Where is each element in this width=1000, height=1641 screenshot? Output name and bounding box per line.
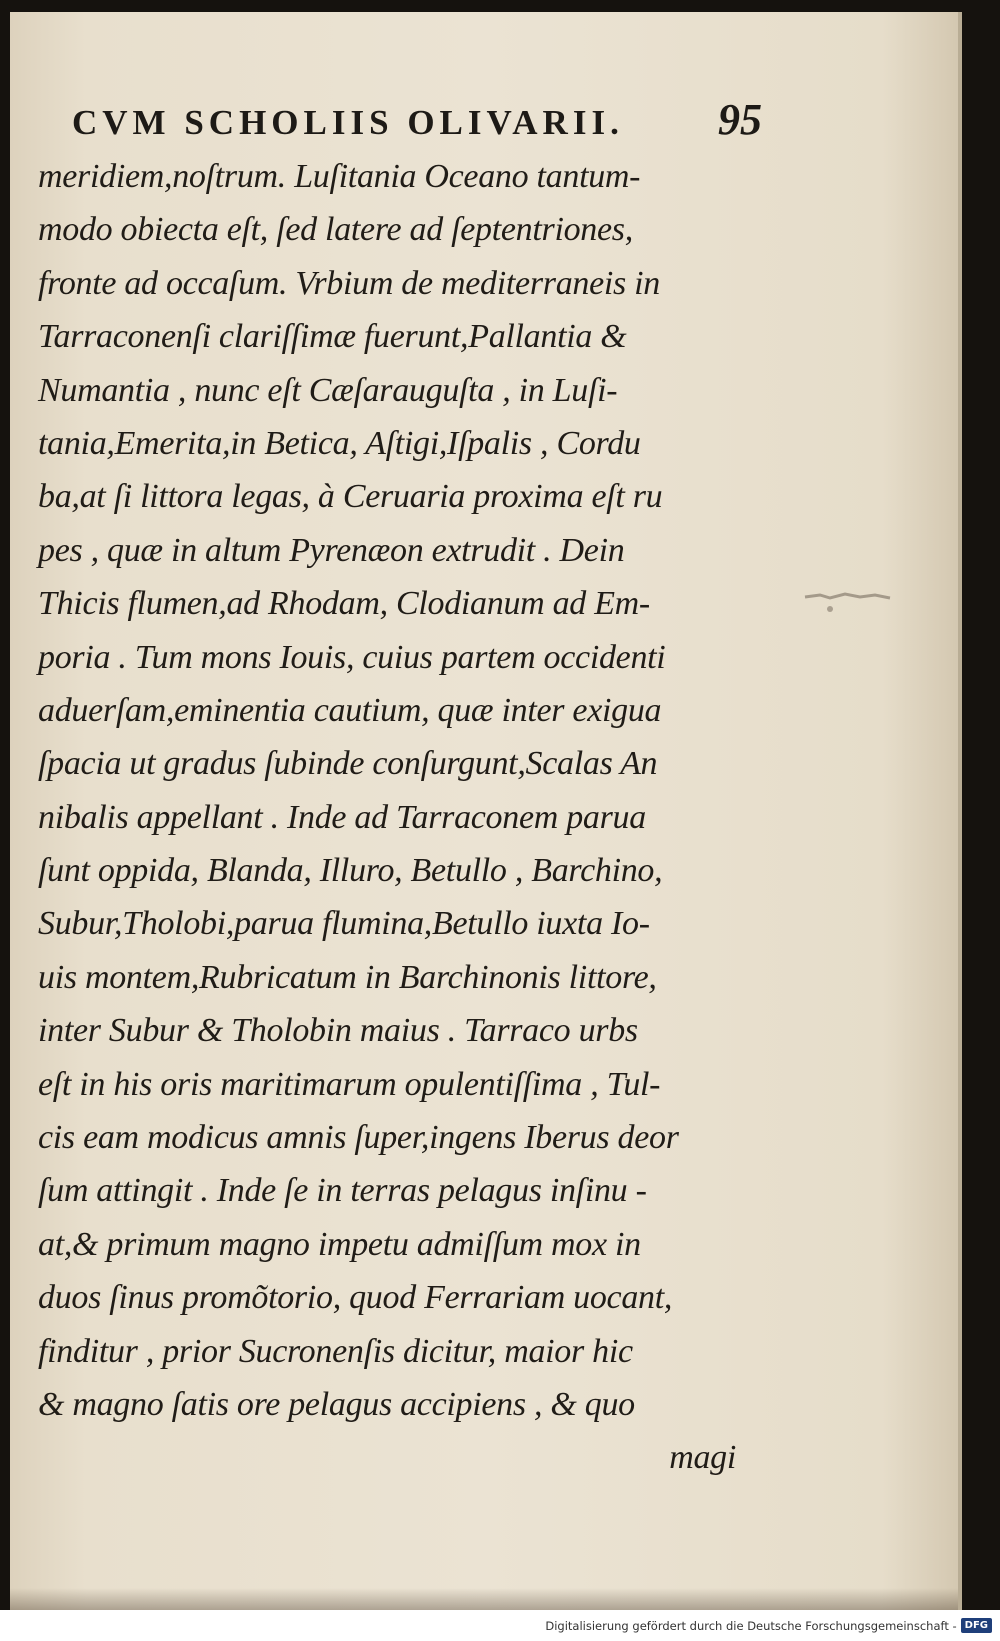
text-line: ſpacia ut gradus ſubinde conſurgunt,Scalas An <box>38 745 658 783</box>
text-line: pes , quæ in altum Pyrenæon extrudit . Dein <box>38 531 625 569</box>
page-edge-shadow <box>10 1588 958 1610</box>
text-line: eſt in his oris maritimarum opulentiſſima , Tul- <box>38 1065 661 1103</box>
page-header <box>72 94 762 154</box>
text-line: duos ſinus promõtorio, quod Ferrariam uocant, <box>38 1279 673 1317</box>
text-line: Tarraconenſi clariſſimæ fuerunt,Pallantia & <box>38 318 627 356</box>
text-line: tania,Emerita,in Betica, Aſtigi,Iſpalis , Cordu <box>38 424 641 462</box>
funding-credit: Digitalisierung gefördert durch die Deutsche Forschungsgemeinschaft - <box>545 1618 957 1633</box>
text-line: modo obiecta eſt, ſed latere ad ſeptentriones, <box>38 211 633 249</box>
text-line: Subur,Tholobi,parua flumina,Betullo iuxta Io- <box>38 905 650 943</box>
text-line: nibalis appellant . Inde ad Tarraconem parua <box>38 798 646 836</box>
body-text <box>38 150 760 1485</box>
text-line: Thicis flumen,ad Rhodam, Clodianum ad Em- <box>38 585 650 623</box>
text-line: uis montem,Rubricatum in Barchinonis littore, <box>38 958 657 996</box>
text-line: poria . Tum mons Iouis, cuius partem occidenti <box>38 638 666 676</box>
text-line: at,& primum magno impetu admiſſum mox in <box>38 1225 641 1263</box>
text-line: ba,at ſi littora legas, à Ceruaria proxima eſt ru <box>38 478 663 516</box>
running-head: CVM SCHOLIIS OLIVARII. <box>72 103 624 142</box>
dfg-logo: DFG <box>961 1618 992 1633</box>
catchword: magi <box>669 1439 736 1477</box>
text-line: meridiem,noſtrum. Luſitania Oceano tantum- <box>38 158 641 195</box>
text-line: Numantia , nunc eſt Cæſarauguſta , in Luſi- <box>38 371 618 409</box>
text-line: & magno ſatis ore pelagus accipiens , & quo <box>38 1385 635 1423</box>
text-line: fronte ad occaſum. Vrbium de mediterraneis in <box>38 264 661 302</box>
text-line: ſunt oppida, Blanda, Illuro, Betullo , Barchino, <box>38 852 663 890</box>
text-line: aduerſam,eminentia cautium, quæ inter exigua <box>38 691 662 729</box>
page-number: 95 <box>718 95 762 144</box>
text-line: ſum attingit . Inde ſe in terras pelagus inſinu - <box>38 1172 647 1210</box>
text-line: finditur , prior Sucronenſis dicitur, maior hic <box>38 1332 633 1370</box>
ink-smudge <box>800 585 900 615</box>
digitization-footer <box>0 1610 1000 1641</box>
text-line: inter Subur & Tholobin maius . Tarraco urbs <box>38 1012 638 1050</box>
text-line: cis eam modicus amnis ſuper,ingens Iberus deor <box>38 1119 679 1157</box>
